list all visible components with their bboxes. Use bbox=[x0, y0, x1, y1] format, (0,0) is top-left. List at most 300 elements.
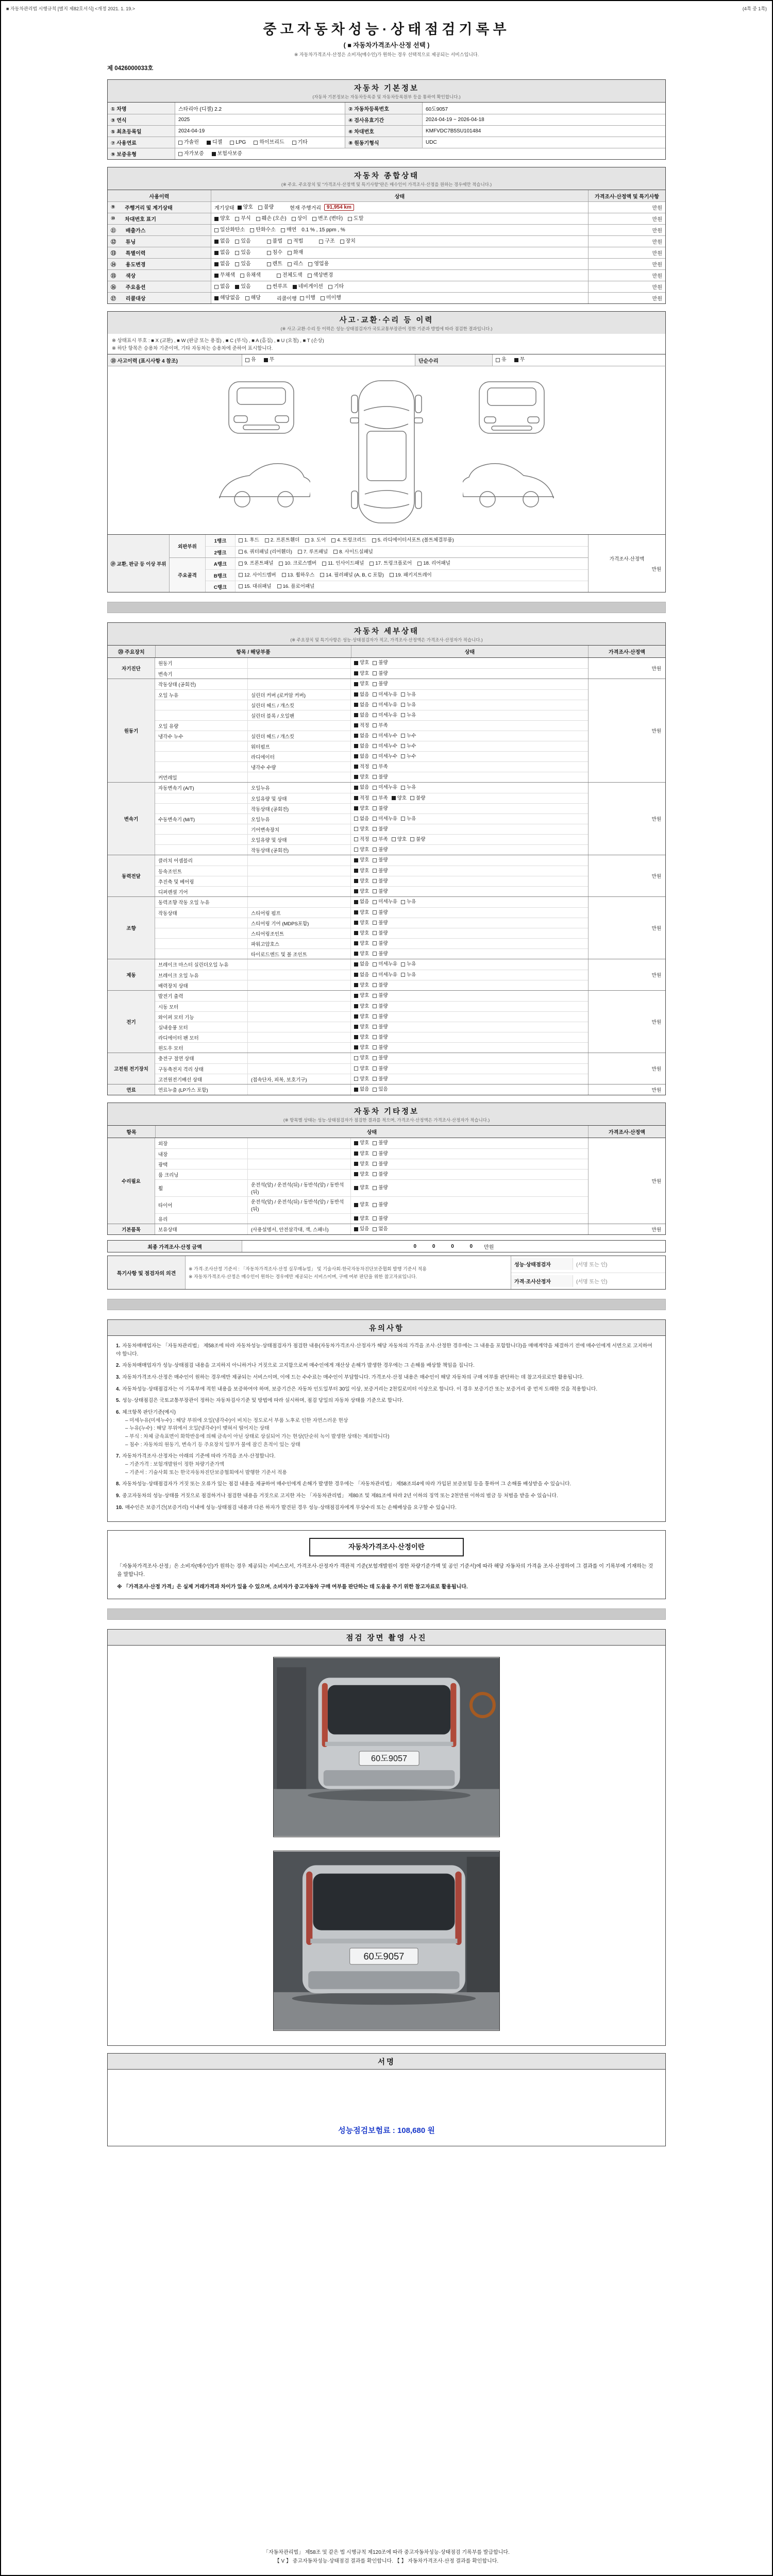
state-checkbox[interactable] bbox=[373, 692, 397, 698]
state-checkbox[interactable] bbox=[373, 681, 388, 687]
row-state bbox=[211, 247, 588, 258]
state-checkbox[interactable] bbox=[214, 295, 240, 301]
state-checkbox[interactable] bbox=[373, 1161, 388, 1167]
segment-suffix: 0.1 % , 15 ppm , % bbox=[301, 227, 345, 233]
state-checkbox[interactable] bbox=[245, 295, 261, 301]
state-checkbox[interactable] bbox=[354, 982, 369, 988]
state-checkbox[interactable] bbox=[373, 1151, 388, 1157]
fuel-option-checkbox[interactable] bbox=[254, 140, 284, 146]
state-checkbox[interactable] bbox=[401, 692, 416, 698]
state-checkbox[interactable] bbox=[348, 216, 363, 222]
state-checkbox[interactable] bbox=[214, 273, 235, 279]
item-state bbox=[351, 690, 588, 700]
accident-legend bbox=[107, 334, 666, 354]
state-checkbox[interactable] bbox=[410, 837, 425, 842]
final-price-label: 최종 가격조사·산정 금액 bbox=[108, 1241, 242, 1252]
item-name: 커먼레일 bbox=[155, 772, 248, 782]
state-checkbox[interactable] bbox=[354, 1076, 369, 1082]
option-label: 기타 bbox=[333, 283, 344, 290]
state-checkbox[interactable] bbox=[373, 847, 388, 853]
panel-checkbox[interactable] bbox=[239, 537, 259, 543]
detail-header-row bbox=[107, 645, 666, 657]
state-checkbox[interactable] bbox=[373, 1024, 388, 1030]
panel-checkbox[interactable] bbox=[320, 572, 384, 578]
option-label: 불량 bbox=[378, 940, 388, 946]
checkbox-icon bbox=[392, 796, 396, 800]
checkbox-icon bbox=[214, 240, 219, 244]
state-checkbox[interactable] bbox=[354, 1004, 369, 1009]
state-checkbox[interactable] bbox=[354, 930, 369, 936]
state-checkbox[interactable] bbox=[235, 261, 250, 267]
option-label: 부족 bbox=[378, 764, 388, 770]
state-checkbox[interactable] bbox=[354, 702, 369, 708]
state-checkbox[interactable] bbox=[354, 723, 369, 728]
checkbox-icon bbox=[354, 775, 358, 779]
state-checkbox[interactable] bbox=[354, 910, 369, 916]
panel-checkbox[interactable] bbox=[239, 572, 276, 578]
exchange-rank-table bbox=[107, 534, 666, 592]
notice-item bbox=[116, 1385, 657, 1394]
state-checkbox[interactable] bbox=[373, 774, 388, 780]
checkbox-icon bbox=[354, 1025, 358, 1029]
state-checkbox[interactable] bbox=[288, 250, 303, 256]
state-checkbox[interactable] bbox=[373, 806, 388, 811]
checkbox-icon bbox=[281, 228, 285, 232]
item-state bbox=[351, 1180, 588, 1196]
state-checkbox[interactable] bbox=[354, 692, 369, 698]
state-checkbox[interactable] bbox=[373, 982, 388, 988]
option-label: 침수 bbox=[272, 249, 282, 256]
state-checkbox[interactable] bbox=[354, 681, 369, 687]
state-checkbox[interactable] bbox=[321, 295, 341, 301]
option-label: 양호 bbox=[360, 951, 369, 957]
state-checkbox[interactable] bbox=[373, 795, 388, 801]
checkbox-icon bbox=[496, 358, 500, 362]
state-checkbox[interactable] bbox=[354, 1172, 369, 1177]
sub-item-name: 냉각수 수량 bbox=[248, 762, 351, 772]
state-checkbox[interactable] bbox=[373, 1066, 388, 1072]
state-checkbox[interactable] bbox=[240, 273, 261, 279]
state-checkbox[interactable] bbox=[373, 1172, 388, 1177]
state-checkbox[interactable] bbox=[354, 660, 369, 666]
state-checkbox[interactable] bbox=[235, 284, 250, 290]
state-checkbox[interactable] bbox=[373, 899, 397, 905]
panel-checkbox[interactable] bbox=[372, 537, 454, 543]
state-checkbox[interactable] bbox=[354, 899, 369, 905]
state-checkbox[interactable] bbox=[354, 1066, 369, 1072]
signature-area[interactable] bbox=[107, 2069, 666, 2146]
state-checkbox[interactable] bbox=[214, 216, 230, 222]
detail-table bbox=[107, 657, 666, 1095]
state-checkbox[interactable] bbox=[373, 1185, 388, 1191]
state-checkbox[interactable] bbox=[373, 702, 397, 708]
accident-history-checkbox[interactable] bbox=[264, 357, 275, 363]
state-checkbox[interactable] bbox=[373, 1087, 388, 1092]
warranty-option-checkbox[interactable] bbox=[212, 151, 242, 157]
state-checkbox[interactable] bbox=[235, 239, 250, 245]
state-checkbox[interactable] bbox=[300, 295, 315, 301]
notice-item bbox=[116, 1342, 657, 1358]
checkbox-icon bbox=[401, 973, 405, 977]
state-checkbox[interactable] bbox=[401, 733, 416, 739]
state-checkbox[interactable] bbox=[354, 1140, 369, 1146]
etc-header-row bbox=[107, 1125, 666, 1138]
fuel-option-checkbox[interactable] bbox=[230, 140, 246, 146]
simple-repair-checkbox[interactable] bbox=[514, 357, 525, 363]
state-checkbox[interactable] bbox=[354, 1226, 369, 1232]
state-checkbox[interactable] bbox=[401, 961, 416, 967]
panel-checkbox[interactable] bbox=[333, 549, 373, 555]
state-checkbox[interactable] bbox=[354, 1185, 369, 1191]
state-checkbox[interactable] bbox=[373, 1045, 388, 1050]
checkbox-icon bbox=[369, 562, 374, 566]
state-checkbox[interactable] bbox=[373, 837, 388, 842]
device-row bbox=[155, 679, 588, 689]
state-checkbox[interactable] bbox=[354, 733, 369, 739]
option-label: 불량 bbox=[378, 993, 388, 999]
state-checkbox[interactable] bbox=[267, 239, 282, 245]
state-checkbox[interactable] bbox=[354, 785, 369, 790]
state-checkbox[interactable] bbox=[401, 702, 416, 708]
state-checkbox[interactable] bbox=[328, 284, 344, 290]
state-checkbox[interactable] bbox=[373, 671, 388, 676]
state-checkbox[interactable] bbox=[373, 889, 388, 894]
option-label: 불량 bbox=[378, 982, 388, 988]
state-checkbox[interactable] bbox=[235, 216, 250, 222]
state-checkbox[interactable] bbox=[354, 754, 369, 759]
device-row bbox=[155, 959, 588, 970]
item-name: 클러치 어셈블리 bbox=[155, 855, 248, 866]
checkbox-icon bbox=[373, 723, 377, 727]
warranty-option-checkbox[interactable] bbox=[178, 151, 204, 157]
section-title: 자동차 기본정보 bbox=[354, 84, 419, 93]
checkbox-icon bbox=[373, 775, 377, 779]
state-checkbox[interactable] bbox=[373, 878, 388, 884]
rank-section bbox=[170, 557, 588, 592]
state-checkbox[interactable] bbox=[354, 868, 369, 874]
item-name: 연료누출 (LP가스 포함) bbox=[155, 1084, 248, 1095]
state-checkbox[interactable] bbox=[354, 764, 369, 770]
rank-items bbox=[236, 581, 588, 592]
option-label: 일산화탄소 bbox=[220, 227, 245, 233]
checkbox-icon bbox=[354, 713, 358, 717]
state-checkbox[interactable] bbox=[340, 239, 356, 245]
state-checkbox[interactable] bbox=[214, 239, 230, 245]
option-label: 양호 bbox=[360, 1044, 369, 1050]
state-checkbox[interactable] bbox=[354, 1055, 369, 1061]
item-name: 등속조인트 bbox=[155, 866, 248, 876]
checkbox-icon bbox=[256, 217, 260, 221]
col-price: 가격조사·산정액 bbox=[588, 1126, 665, 1138]
state-checkbox[interactable] bbox=[354, 920, 369, 926]
state-checkbox[interactable] bbox=[373, 785, 397, 790]
state-checkbox[interactable] bbox=[373, 713, 397, 718]
state-checkbox[interactable] bbox=[288, 261, 303, 267]
item-name bbox=[155, 700, 248, 710]
state-checkbox[interactable] bbox=[401, 972, 416, 978]
device-row bbox=[155, 803, 588, 814]
state-checkbox[interactable] bbox=[354, 795, 369, 801]
state-checkbox[interactable] bbox=[373, 951, 388, 957]
checkbox-icon bbox=[354, 692, 358, 697]
item-state bbox=[351, 918, 588, 928]
checkbox-icon bbox=[373, 827, 377, 831]
option-label: 미세누유 bbox=[378, 691, 398, 698]
state-checkbox[interactable] bbox=[235, 250, 250, 256]
document-footer bbox=[1, 2541, 772, 2566]
item-state bbox=[351, 991, 588, 1001]
notice-text: 자동차매매업자는 「자동차관리법」 제58조에 따라 자동차성능·상태점검자가 점검한 내용(자동차가격조사·산정자가 해당 자동차의 가격을 조사·산정한 경우에는 그 내용을 포함합니다)을 매매계약을 체결하기 전에 매수인에게 서면으로 고지하여야 합니다. bbox=[116, 1343, 652, 1357]
checkbox-icon bbox=[288, 262, 292, 266]
state-checkbox[interactable] bbox=[392, 795, 407, 801]
state-checkbox[interactable] bbox=[373, 920, 388, 926]
panel-checkbox[interactable] bbox=[369, 561, 412, 566]
state-checkbox[interactable] bbox=[354, 993, 369, 998]
checkbox-icon bbox=[348, 217, 352, 221]
state-checkbox[interactable] bbox=[373, 972, 397, 978]
state-checkbox[interactable] bbox=[373, 941, 388, 946]
sub-item-name: 운전석(앞) / 운전석(뒤) / 동반석(앞) / 동반석(뒤) bbox=[248, 1180, 351, 1196]
state-checkbox[interactable] bbox=[354, 1087, 369, 1092]
state-checkbox[interactable] bbox=[267, 250, 282, 256]
panel-checkbox[interactable] bbox=[239, 561, 273, 566]
checkbox-icon bbox=[373, 910, 377, 914]
state-checkbox[interactable] bbox=[373, 1035, 388, 1040]
state-checkbox[interactable] bbox=[319, 239, 334, 245]
panel-checkbox[interactable] bbox=[279, 561, 316, 566]
state-checkbox[interactable] bbox=[373, 1055, 388, 1061]
definition-footer: ※ 「가격조사·산정 가격」은 실제 거래가격과 차이가 있을 수 있으며, 소비자가 중고자동차 구매 여부를 판단하는 데 도움을 주기 위한 참고자료로 활용됩니다. bbox=[117, 1584, 468, 1590]
sub-item-name: 스티어링조인트 bbox=[248, 928, 351, 938]
state-checkbox[interactable] bbox=[293, 284, 323, 290]
state-checkbox[interactable] bbox=[354, 713, 369, 718]
section-note: (※ 주요. 주요장치 및 "가격조사·산정액 및 특기사항"란은 매수인이 가격조사·산정을 원하는 경우에만 적습니다.) bbox=[281, 182, 492, 187]
section-divider bbox=[107, 602, 666, 613]
option-label: 미세누유 bbox=[378, 961, 398, 968]
state-checkbox[interactable] bbox=[354, 806, 369, 811]
option-label: LPG bbox=[236, 139, 246, 145]
fuel-option-checkbox[interactable] bbox=[207, 140, 222, 146]
state-checkbox[interactable] bbox=[354, 743, 369, 749]
state-checkbox[interactable] bbox=[401, 816, 416, 822]
state-checkbox[interactable] bbox=[401, 713, 416, 718]
panel-checkbox[interactable] bbox=[298, 549, 328, 555]
state-checkbox[interactable] bbox=[281, 227, 296, 233]
checkbox-icon bbox=[235, 251, 239, 255]
price-unit: 만원 bbox=[588, 202, 665, 213]
accident-history-options bbox=[242, 354, 415, 366]
checkbox-icon bbox=[373, 900, 377, 904]
option-label: 양호 bbox=[360, 1185, 369, 1191]
item-name: 변속기 bbox=[155, 669, 248, 679]
sub-item-name: 오일누유 bbox=[248, 783, 351, 793]
state-checkbox[interactable] bbox=[250, 227, 276, 233]
state-checkbox[interactable] bbox=[373, 1202, 388, 1208]
state-checkbox[interactable] bbox=[312, 216, 343, 222]
state-checkbox[interactable] bbox=[401, 743, 416, 749]
option-label: 영업용 bbox=[314, 261, 329, 267]
panel-checkbox[interactable] bbox=[390, 572, 432, 578]
option-label: 없음 bbox=[220, 261, 230, 267]
item-name: 고전원전기배선 상태 bbox=[155, 1074, 248, 1084]
sub-item-name bbox=[248, 1002, 351, 1011]
state-checkbox[interactable] bbox=[354, 671, 369, 676]
panel-checkbox[interactable] bbox=[277, 584, 315, 589]
state-segment bbox=[214, 250, 255, 256]
state-checkbox[interactable] bbox=[373, 1014, 388, 1020]
state-checkbox[interactable] bbox=[373, 826, 388, 832]
option-label: 11. 인사이드패널 bbox=[328, 561, 364, 567]
option-label: 누수 bbox=[407, 753, 416, 759]
checkbox-icon bbox=[373, 796, 377, 800]
fuel-option-checkbox[interactable] bbox=[292, 140, 308, 146]
checkbox-icon bbox=[235, 217, 239, 221]
sub-item-name: 오일유량 및 상태 bbox=[248, 793, 351, 803]
state-checkbox[interactable] bbox=[373, 743, 397, 749]
state-checkbox[interactable] bbox=[258, 205, 274, 211]
state-checkbox[interactable] bbox=[354, 1161, 369, 1167]
device-group bbox=[108, 990, 665, 1053]
state-checkbox[interactable] bbox=[373, 764, 388, 770]
sub-item-name bbox=[248, 1012, 351, 1022]
panel-checkbox[interactable] bbox=[282, 572, 315, 578]
item-name: 동력조향 작동 오일 누유 bbox=[155, 897, 248, 907]
state-checkbox[interactable] bbox=[267, 284, 288, 290]
device-row bbox=[155, 918, 588, 928]
state-checkbox[interactable] bbox=[214, 250, 230, 256]
state-checkbox[interactable] bbox=[373, 857, 388, 863]
state-checkbox[interactable] bbox=[373, 723, 388, 728]
rank-row bbox=[206, 581, 588, 592]
state-checkbox[interactable] bbox=[354, 774, 369, 780]
state-checkbox[interactable] bbox=[354, 1045, 369, 1050]
panel-checkbox[interactable] bbox=[417, 561, 450, 566]
rank-row bbox=[206, 569, 588, 581]
state-checkbox[interactable] bbox=[354, 1035, 369, 1040]
state-checkbox[interactable] bbox=[373, 910, 388, 916]
device-group-name: 전기 bbox=[108, 991, 155, 1053]
option-label: 4. 트렁크리드 bbox=[337, 537, 366, 544]
item-state bbox=[351, 1043, 588, 1053]
state-checkbox[interactable] bbox=[373, 868, 388, 874]
state-checkbox[interactable] bbox=[354, 889, 369, 894]
state-checkbox[interactable] bbox=[214, 227, 245, 233]
panel-checkbox[interactable] bbox=[239, 549, 292, 555]
simple-repair-checkbox[interactable] bbox=[496, 357, 507, 363]
checkbox-icon bbox=[354, 786, 358, 790]
state-checkbox[interactable] bbox=[256, 216, 287, 222]
state-checkbox[interactable] bbox=[308, 273, 333, 279]
state-checkbox[interactable] bbox=[354, 941, 369, 946]
state-checkbox[interactable] bbox=[373, 1216, 388, 1222]
state-checkbox[interactable] bbox=[214, 261, 230, 267]
state-checkbox[interactable] bbox=[373, 733, 397, 739]
state-checkbox[interactable] bbox=[354, 1202, 369, 1208]
option-label: 13. 휠하우스 bbox=[287, 572, 315, 578]
option-label: 양호 bbox=[360, 846, 369, 853]
state-checkbox[interactable] bbox=[292, 216, 307, 222]
state-checkbox[interactable] bbox=[354, 826, 369, 832]
section-note: (※ 항목별 상태는 성능·상태점검자가 점검한 결과를 적으며, 가격조사·산정액은 가격조사·산정자가 적습니다.) bbox=[283, 1117, 490, 1123]
panel-checkbox[interactable] bbox=[331, 537, 366, 543]
inspection-photo-2 bbox=[273, 1851, 500, 2031]
state-checkbox[interactable] bbox=[354, 972, 369, 978]
state-checkbox[interactable] bbox=[354, 857, 369, 863]
option-label: 9. 프론트패널 bbox=[244, 561, 274, 567]
table-row bbox=[108, 125, 665, 137]
state-checkbox[interactable] bbox=[373, 993, 388, 998]
checkbox-icon bbox=[354, 1077, 358, 1081]
checkbox-icon bbox=[373, 1227, 377, 1231]
option-label: 17. 트렁크플로어 bbox=[375, 561, 412, 567]
state-checkbox[interactable] bbox=[373, 1004, 388, 1009]
state-checkbox[interactable] bbox=[373, 754, 397, 759]
price-unit: 만원 bbox=[588, 270, 665, 281]
state-checkbox[interactable] bbox=[277, 273, 303, 279]
checkbox-icon bbox=[373, 1066, 377, 1071]
panel-checkbox[interactable] bbox=[239, 584, 272, 589]
state-checkbox[interactable] bbox=[354, 878, 369, 884]
state-checkbox[interactable] bbox=[401, 899, 416, 905]
checkbox-icon bbox=[354, 1014, 358, 1019]
state-checkbox[interactable] bbox=[354, 961, 369, 967]
checkbox-icon bbox=[354, 1035, 358, 1039]
state-checkbox[interactable] bbox=[373, 816, 397, 822]
state-checkbox[interactable] bbox=[354, 1014, 369, 1020]
state-segment bbox=[267, 284, 348, 290]
state-checkbox[interactable] bbox=[354, 847, 369, 853]
panel-checkbox[interactable] bbox=[322, 561, 364, 566]
state-checkbox[interactable] bbox=[354, 816, 369, 822]
state-checkbox[interactable] bbox=[288, 239, 303, 245]
state-checkbox[interactable] bbox=[373, 660, 388, 666]
option-label: 해당 bbox=[250, 295, 261, 301]
state-checkbox[interactable] bbox=[401, 754, 416, 759]
option-label: 불량 bbox=[378, 1161, 388, 1167]
state-checkbox[interactable] bbox=[373, 1226, 388, 1232]
fuel-option-checkbox[interactable] bbox=[178, 140, 199, 146]
section-title: 자동차 세부상태 bbox=[354, 628, 419, 636]
state-checkbox[interactable] bbox=[354, 1024, 369, 1030]
item-state bbox=[351, 1214, 588, 1224]
state-checkbox[interactable] bbox=[392, 837, 407, 842]
state-checkbox[interactable] bbox=[401, 785, 416, 790]
accident-history-checkbox[interactable] bbox=[245, 357, 256, 363]
panel-checkbox[interactable] bbox=[265, 537, 299, 543]
state-checkbox[interactable] bbox=[410, 795, 425, 801]
state-checkbox[interactable] bbox=[354, 1216, 369, 1222]
state-checkbox[interactable] bbox=[354, 1151, 369, 1157]
panel-checkbox[interactable] bbox=[305, 537, 326, 543]
state-checkbox[interactable] bbox=[373, 1076, 388, 1082]
state-checkbox[interactable] bbox=[373, 1140, 388, 1146]
etc-row bbox=[155, 1196, 588, 1213]
state-checkbox[interactable] bbox=[373, 961, 397, 967]
row-label: ⑮ 색상 bbox=[108, 270, 211, 281]
checkbox-icon bbox=[214, 262, 219, 266]
inspection-photo-1 bbox=[273, 1657, 500, 1837]
state-checkbox[interactable] bbox=[238, 205, 253, 211]
notice-number: 7. bbox=[116, 1453, 121, 1460]
state-checkbox[interactable] bbox=[214, 284, 230, 290]
definition-box bbox=[107, 1530, 666, 1599]
state-checkbox[interactable] bbox=[267, 261, 282, 267]
state-checkbox[interactable] bbox=[308, 261, 329, 267]
state-checkbox[interactable] bbox=[354, 951, 369, 957]
state-checkbox[interactable] bbox=[354, 837, 369, 842]
state-checkbox[interactable] bbox=[373, 930, 388, 936]
option-label: 불량 bbox=[378, 888, 388, 894]
